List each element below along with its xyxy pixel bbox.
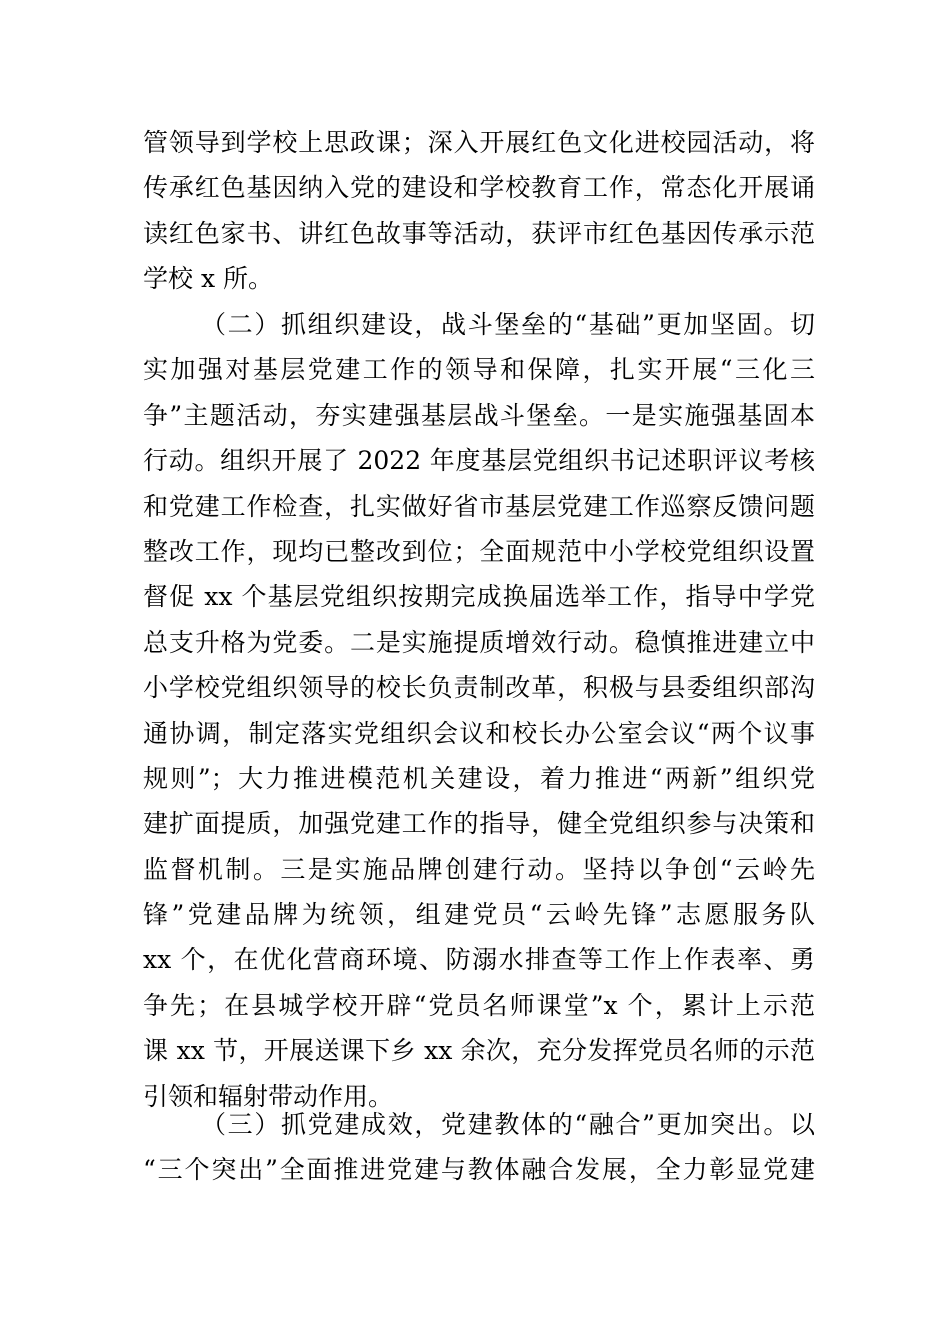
section-two-paragraph (143, 302, 815, 1119)
text-line: 总支升格为党委。二是实施提质增效行动。稳慎推进建立中 (143, 627, 815, 657)
text-line: 学校 x 所。 (143, 264, 273, 294)
text-line: 和党建工作检查，扎实做好省市基层党建工作巡察反馈问题 (143, 491, 815, 521)
section-heading-line: （二）抓组织建设，战斗堡垒的“基础”更加坚固。切 (201, 310, 815, 339)
text-line: 争”主题活动，夯实建强基层战斗堡垒。一是实施强基固本 (143, 400, 815, 430)
text-line: “三个突出”全面推进党建与教体融合发展，全力彰显党建 (143, 1155, 815, 1185)
text-line: 监督机制。三是实施品牌创建行动。坚持以争创“云岭先 (143, 854, 815, 884)
text-line: 争先；在县城学校开辟“党员名师课堂”x 个，累计上示范 (143, 990, 815, 1020)
text-line: 管领导到学校上思政课；深入开展红色文化进校园活动，将 (143, 128, 815, 157)
text-line: 读红色家书、讲红色故事等活动，获评市红色基因传承示范 (143, 218, 815, 248)
text-line: 课 xx 节，开展送课下乡 xx 余次，充分发挥党员名师的示范 (143, 1036, 815, 1066)
text-line: 通协调，制定落实党组织会议和校长办公室会议“两个议事 (143, 718, 815, 748)
text-line: 小学校党组织领导的校长负责制改革，积极与县委组织部沟 (143, 673, 815, 703)
text-line: 整改工作，现均已整改到位；全面规范中小学校党组织设置 (143, 536, 815, 566)
text-line: 传承红色基因纳入党的建设和学校教育工作，常态化开展诵 (143, 173, 815, 203)
text-line: xx 个，在优化营商环境、防溺水排查等工作上作表率、勇 (143, 945, 815, 975)
text-line: 引领和辐射带动作用。 (143, 1081, 394, 1111)
text-line: 实加强对基层党建工作的领导和保障，扎实开展“三化三 (143, 355, 815, 385)
text-line: 锋”党建品牌为统领，组建党员“云岭先锋”志愿服务队 (143, 900, 815, 930)
paragraph-continuation (143, 120, 815, 302)
text-line: 规则”；大力推进模范机关建设，着力推进“两新”组织党 (143, 763, 815, 793)
section-three-paragraph (143, 1102, 815, 1193)
text-line: 建扩面提质，加强党建工作的指导，健全党组织参与决策和 (143, 809, 815, 839)
text-line: 督促 xx 个基层党组织按期完成换届选举工作，指导中学党 (143, 582, 815, 612)
section-heading-line: （三）抓党建成效，党建教体的“融合”更加突出。以 (201, 1110, 815, 1139)
text-line: 行动。组织开展了 2022 年度基层党组织书记述职评议考核 (143, 446, 815, 476)
